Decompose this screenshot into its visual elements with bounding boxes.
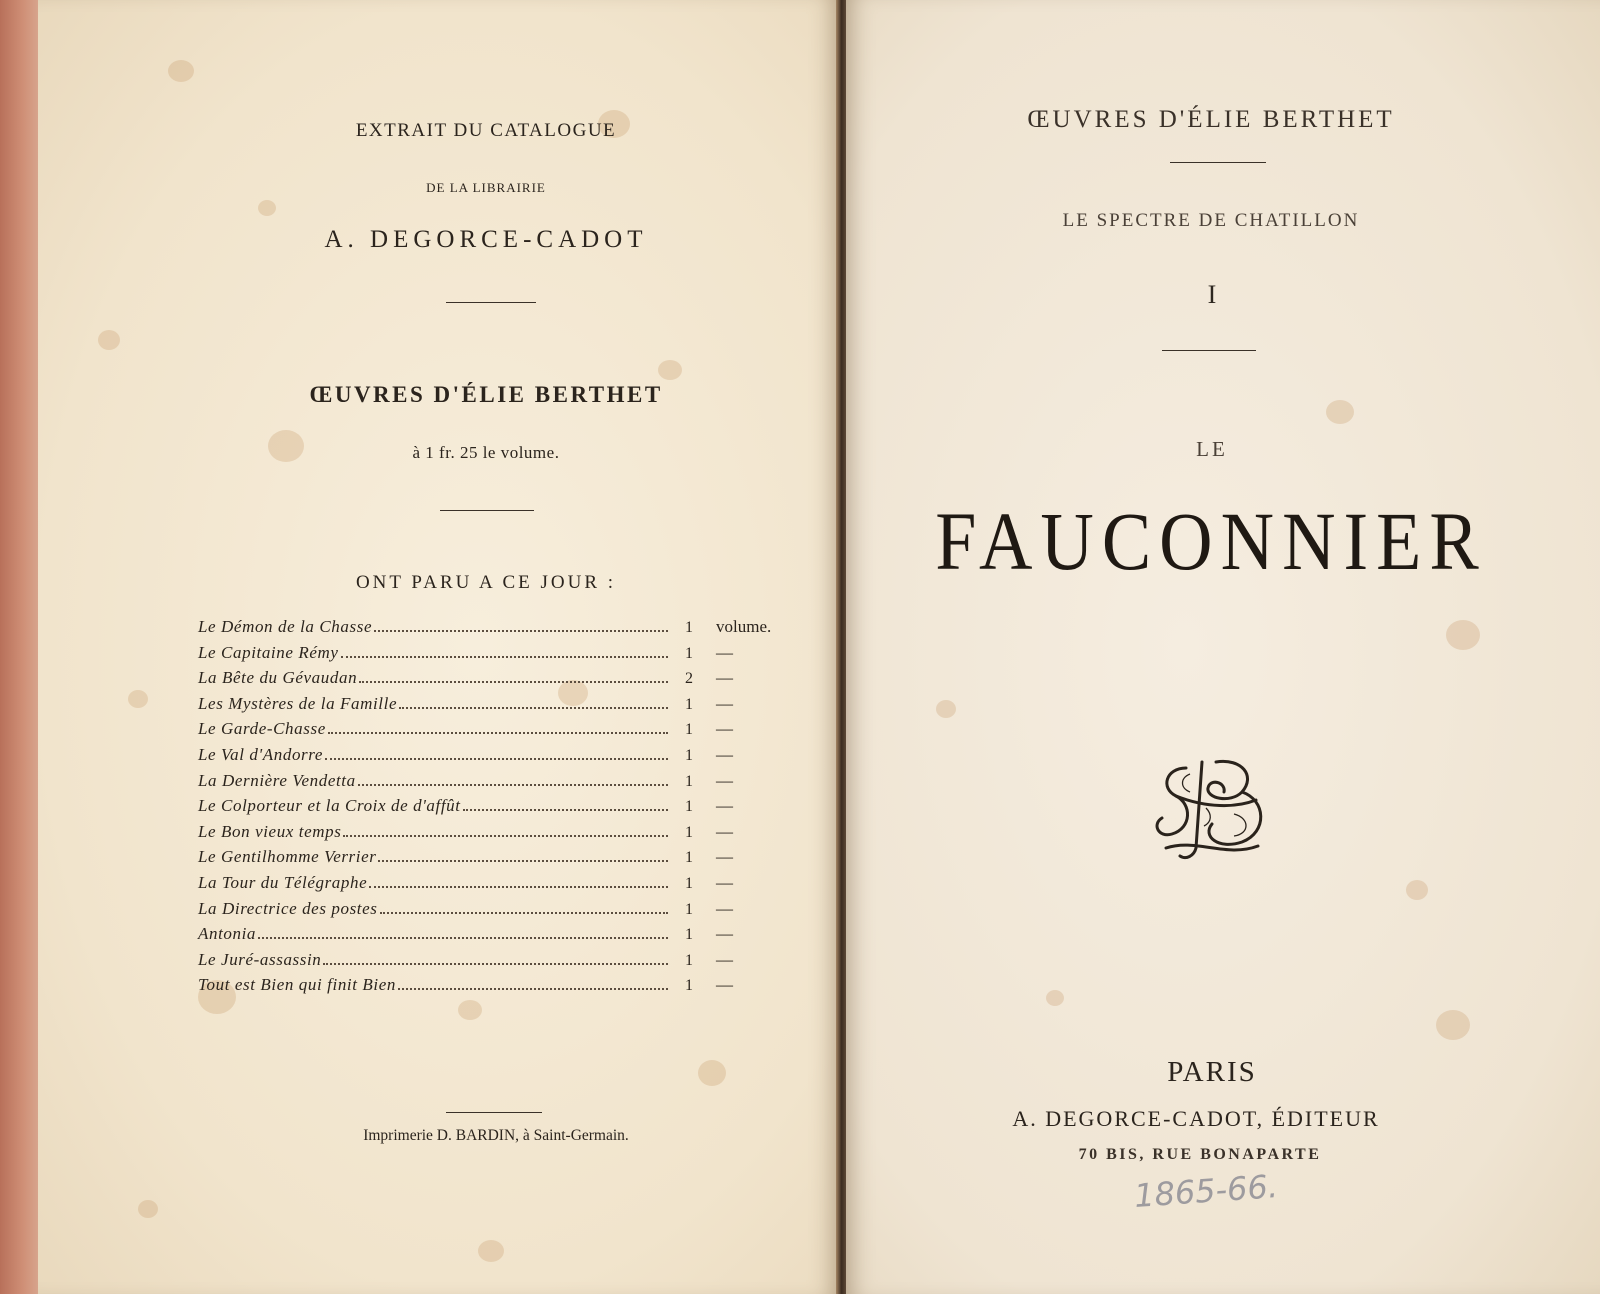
volume-count: 2 xyxy=(685,670,693,688)
volume-unit: — xyxy=(716,898,733,918)
catalog-heading: EXTRAIT DU CATALOGUE xyxy=(355,120,617,141)
volume-unit: — xyxy=(716,924,733,944)
list-item xyxy=(198,694,798,720)
volume-count: 1 xyxy=(685,721,693,739)
book-title: La Directrice des postes xyxy=(198,898,378,918)
volume-number: I xyxy=(1207,280,1217,309)
volume-unit: — xyxy=(716,642,733,662)
book-title: Le Démon de la Chasse xyxy=(198,617,373,636)
volume-count: 1 xyxy=(685,874,693,892)
volume-count: 1 xyxy=(685,977,693,995)
divider-rule xyxy=(446,302,536,303)
list-item xyxy=(198,899,798,925)
list-item xyxy=(198,975,798,1001)
volume-unit: — xyxy=(716,668,733,688)
volume-unit: volume. xyxy=(716,617,772,636)
list-item xyxy=(198,822,798,848)
list-item xyxy=(198,924,798,950)
series-title: ŒUVRES D'ÉLIE BERTHET xyxy=(1027,106,1395,133)
book-title: Le Gentilhomme Verrier xyxy=(198,847,377,867)
list-item xyxy=(198,873,798,899)
book-title-main: FAUCONNIER xyxy=(935,496,1487,588)
book-title: La Tour du Télégraphe xyxy=(198,872,368,892)
book-title: Antonia xyxy=(198,924,257,944)
book-title: La Bête du Gévaudan xyxy=(198,668,358,688)
book-title: Le Capitaine Rémy xyxy=(198,642,339,662)
right-page xyxy=(846,0,1600,1294)
book-title: Les Mystères de la Famille xyxy=(198,693,398,713)
list-item xyxy=(198,796,798,822)
divider-rule xyxy=(446,1112,542,1113)
book-title: Le Colporteur et la Croix de d'affût xyxy=(198,796,461,816)
price-line: à 1 fr. 25 le volume. xyxy=(412,443,560,462)
page-edge xyxy=(0,0,38,1294)
volume-unit: — xyxy=(716,975,733,995)
divider-rule xyxy=(440,510,534,511)
volume-unit: — xyxy=(716,719,733,739)
catalog-list xyxy=(198,617,798,1001)
catalog-subheading: DE LA LIBRAIRIE xyxy=(426,180,546,195)
handwritten-date: 1865-66. xyxy=(1132,1167,1280,1215)
volume-count: 1 xyxy=(685,900,693,918)
volume-unit: — xyxy=(716,796,733,816)
publisher-name: A. DEGORCE-CADOT, ÉDITEUR xyxy=(1012,1106,1380,1131)
list-item xyxy=(198,668,798,694)
list-item xyxy=(198,950,798,976)
volume-count: 1 xyxy=(685,849,693,867)
list-item xyxy=(198,719,798,745)
volume-unit: — xyxy=(716,949,733,969)
volume-unit: — xyxy=(716,770,733,790)
volume-count: 1 xyxy=(685,951,693,969)
book-title: Le Juré-assassin xyxy=(198,949,322,969)
volume-count: 1 xyxy=(685,644,693,662)
volume-unit: — xyxy=(716,847,733,867)
volume-count: 1 xyxy=(685,772,693,790)
works-heading: ŒUVRES D'ÉLIE BERTHET xyxy=(309,382,663,407)
divider-rule xyxy=(1170,162,1266,163)
volume-count: 1 xyxy=(685,823,693,841)
imprint-city: PARIS xyxy=(1167,1056,1257,1088)
volume-count: 1 xyxy=(685,798,693,816)
volume-unit: — xyxy=(716,821,733,841)
book-title: Le Garde-Chasse xyxy=(198,719,326,739)
volume-count: 1 xyxy=(685,619,693,636)
list-item xyxy=(198,847,798,873)
book-title: La Dernière Vendetta xyxy=(198,770,356,790)
publisher-monogram-icon xyxy=(1146,748,1276,868)
list-item xyxy=(198,617,798,643)
volume-count: 1 xyxy=(685,746,693,764)
list-item xyxy=(198,771,798,797)
title-article: LE xyxy=(1196,437,1228,461)
volume-unit: — xyxy=(716,872,733,892)
sub-series-title: LE SPECTRE DE CHATILLON xyxy=(1062,210,1360,231)
volume-unit: — xyxy=(716,744,733,764)
catalog-publisher: A. DEGORCE-CADOT xyxy=(324,226,648,253)
volume-unit: — xyxy=(716,693,733,713)
divider-rule xyxy=(1162,350,1256,351)
imprint-line: Imprimerie D. BARDIN, à Saint-Germain. xyxy=(363,1127,629,1144)
publisher-address: 70 BIS, RUE BONAPARTE xyxy=(1078,1146,1322,1163)
book-title: Le Val d'Andorre xyxy=(198,744,323,764)
book-title: Le Bon vieux temps xyxy=(198,821,342,841)
volume-count: 1 xyxy=(685,695,693,713)
published-heading: ONT PARU A CE JOUR : xyxy=(355,572,617,593)
list-item xyxy=(198,745,798,771)
volume-count: 1 xyxy=(685,926,693,944)
list-item xyxy=(198,643,798,669)
book-title: Tout est Bien qui finit Bien xyxy=(198,975,396,995)
